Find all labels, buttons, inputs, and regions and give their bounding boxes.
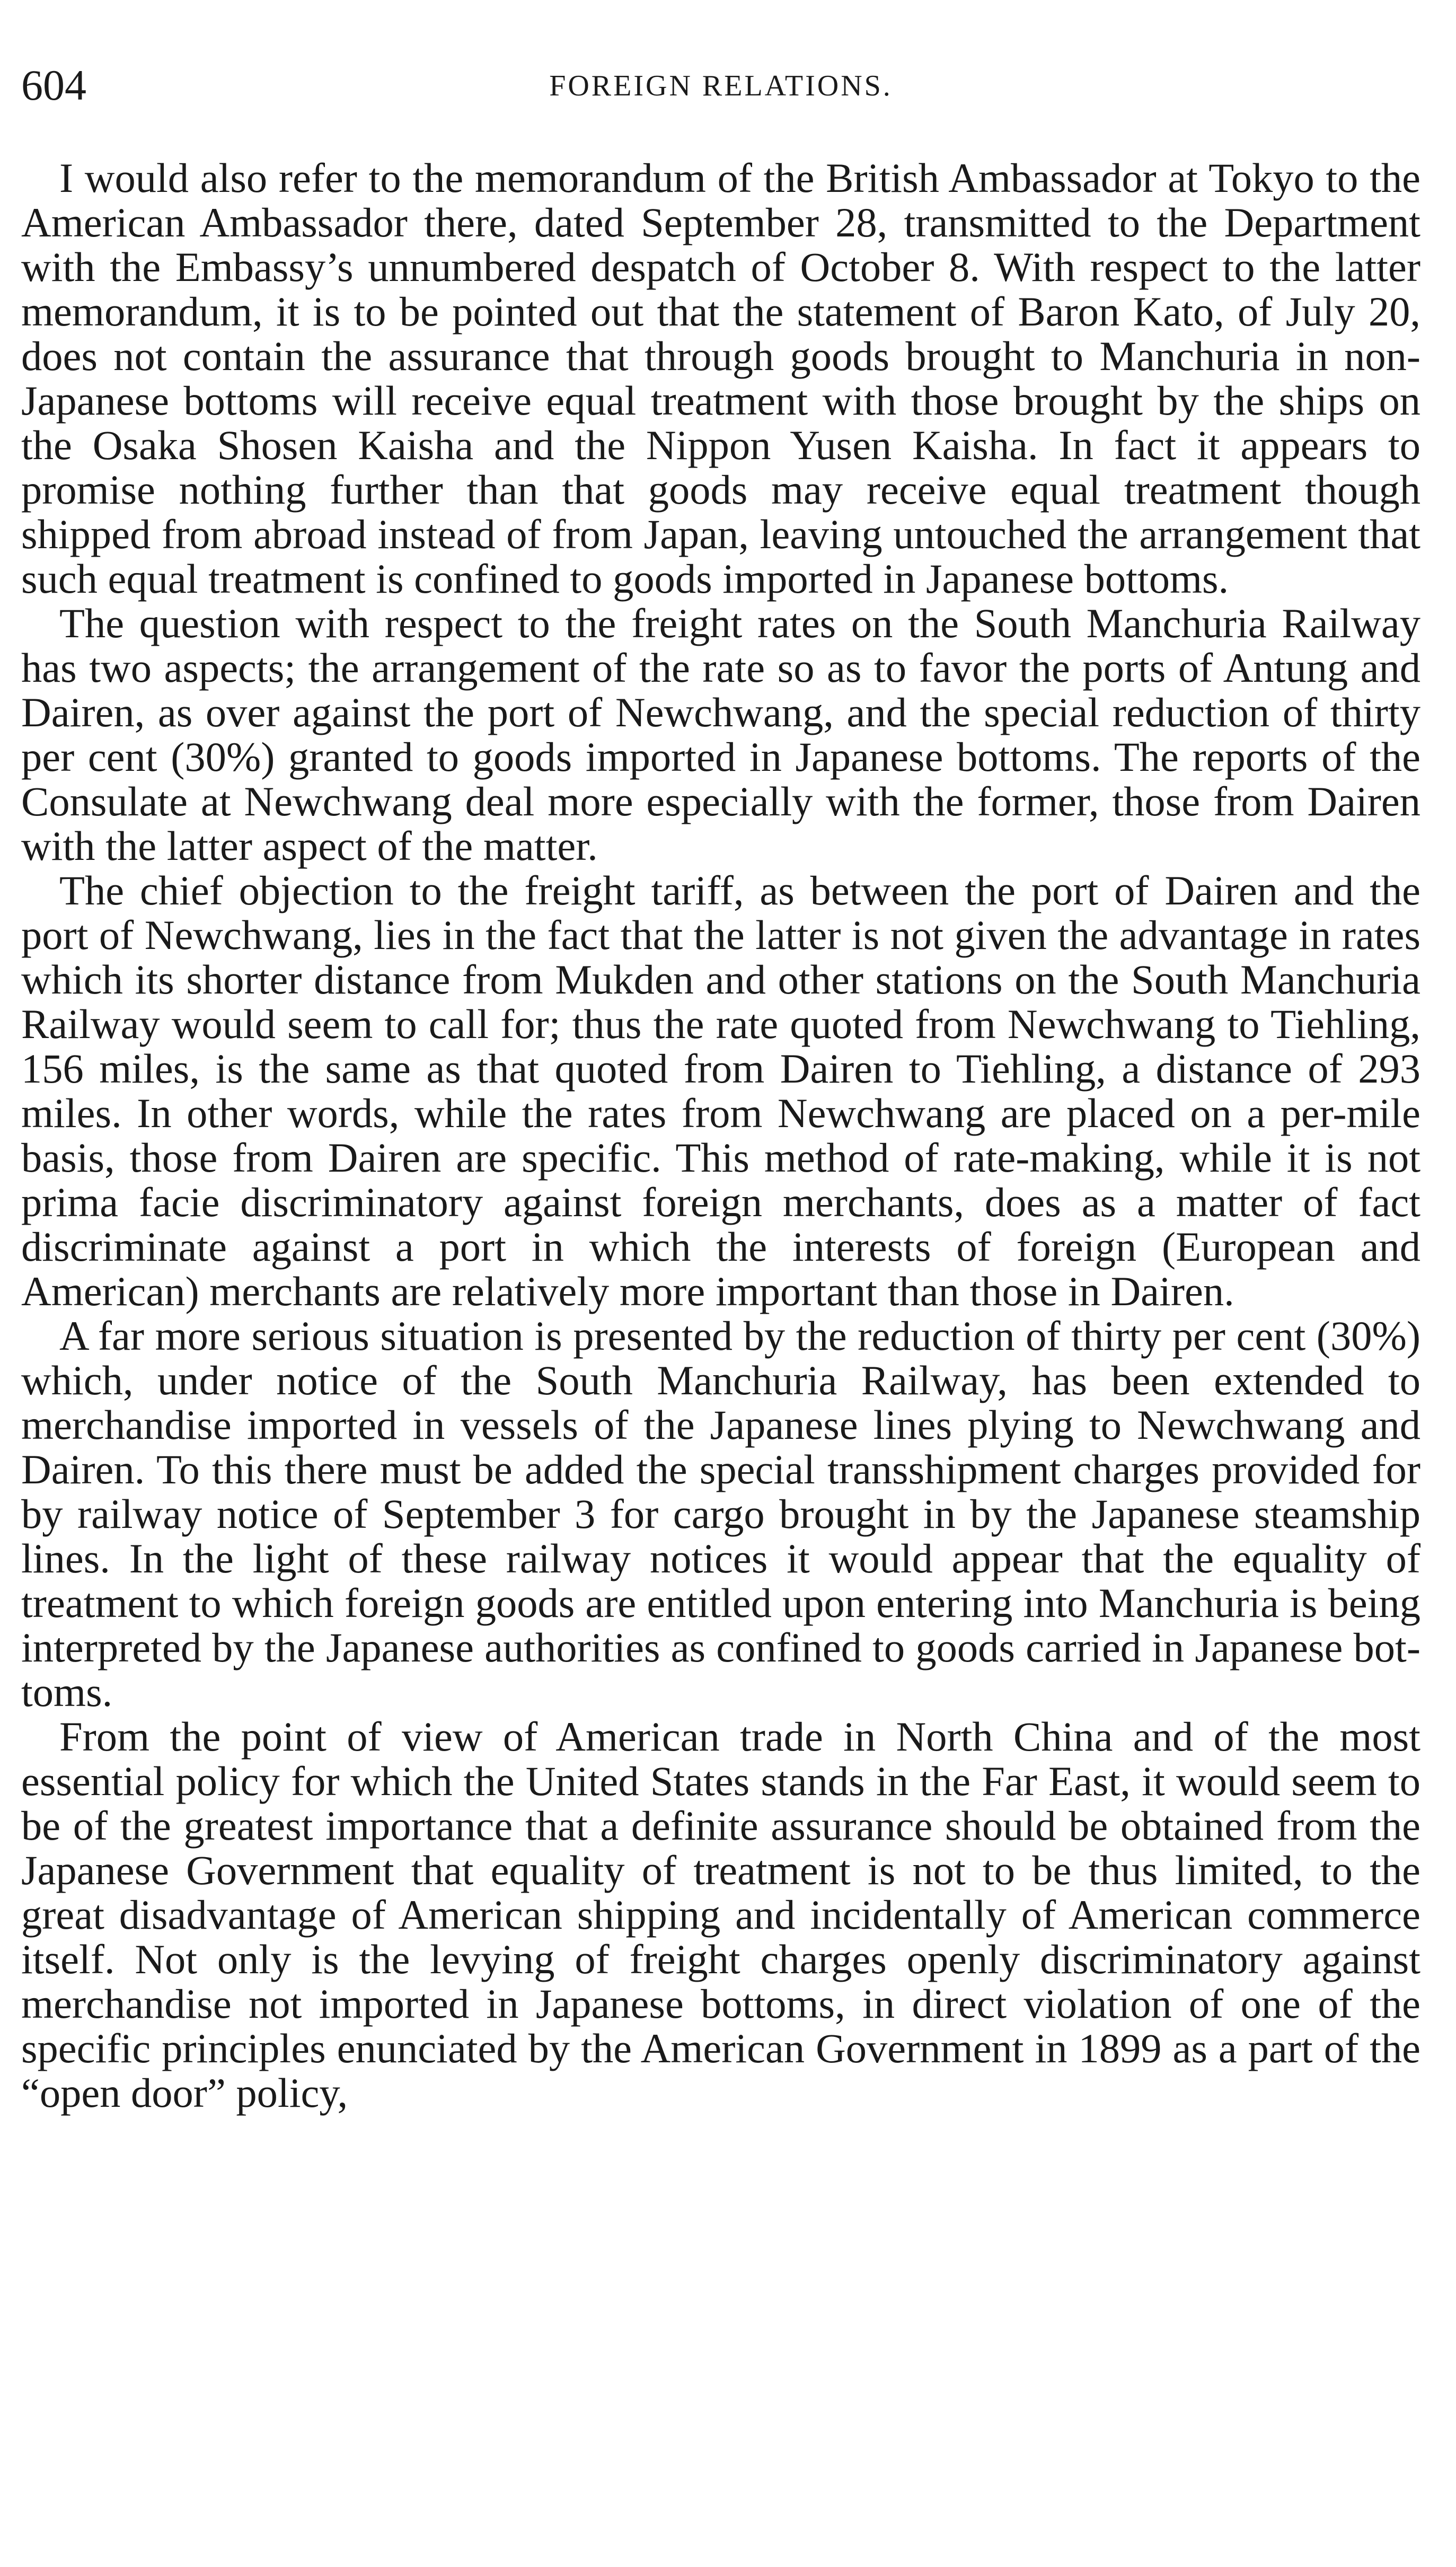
paragraph: A far more serious situation is presented by the reduction of thirty per cent (30%) which, under notice of the South Manchuria Railway, has been extended to merchandise imported in vessels of the Japanese lines plying to Newchwang and Dairen. To this there must be added the special transshipment charges provided for by railway notice of September 3 for cargo brought in by the Japanese steamship lines. In the light of these railway notices it would appear that the equality of treatment to which foreign goods are entitled upon entering into Manchuria is being interpreted by the Japanese authorities as confined to goods carried in Japanese bottoms. [21, 1313, 1420, 1715]
body-text [21, 156, 1420, 2115]
running-head: FOREIGN RELATIONS. [549, 69, 893, 102]
page-header [21, 61, 1420, 122]
paragraph: The question with respect to the freight rates on the South Manchuria Railway has two aspects; the arrangement of the rate so as to favor the ports of Antung and Dairen, as over against the port of Newchwang, and the special reduction of thirty per cent (30%) granted to goods imported in Japanese bottoms. The reports of the Consulate at Newchwang deal more especially with the former, those from Dairen with the latter aspect of the matter. [21, 600, 1420, 869]
paragraph: From the point of view of American trade in North China and of the most essential policy for which the United States stands in the Far East, it would seem to be of the greatest importance that a definite assurance should be obtained from the Japanese Government that equality of treatment is not to be thus limited, to the great disadvantage of American shipping and incidentally of American commerce itself. Not only is the levying of freight charges openly discriminatory against merchandise not imported in Japanese bottoms, in direct violation of one of the specific principles enunciated by the American Government in 1899 as a part of the “open door” policy, [21, 1713, 1420, 2116]
page-number: 604 [21, 61, 86, 109]
paragraph: The chief objection to the freight tariff, as between the port of Dairen and the port of Newchwang, lies in the fact that the latter is not given the advantage in rates which its shorter distance from Mukden and other stations on the South Manchuria Railway would seem to call for; thus the rate quoted from Newchwang to Tiehling, 156 miles, is the same as that quoted from Dairen to Tiehling, a distance of 293 miles. In other words, while the rates from Newchwang are placed on a per-mile basis, those from Dairen are specific. This method of rate-making, while it is not prima facie discriminatory against foreign merchants, does as a matter of fact discriminate against a port in which the interests of foreign (European and American) merchants are relatively more important than those in Dairen. [21, 867, 1420, 1314]
paragraph: I would also refer to the memorandum of the British Ambassador at Tokyo to the American Ambassador there, dated September 28, transmitted to the Department with the Embassy’s unnumbered despatch of October 8. With respect to the latter memorandum, it is to be pointed out that the statement of Baron Kato, of July 20, does not contain the assurance that through goods brought to Manchuria in non-Japanese bottoms will receive equal treatment with those brought by the ships on the Osaka Shosen Kaisha and the Nippon Yusen Kaisha. In fact it appears to promise nothing further than that goods may receive equal treatment though shipped from abroad instead of from Japan, leaving untouched the arrangement that such equal treatment is confined to goods imported in Japanese bottoms. [21, 155, 1420, 602]
document-page [21, 61, 1420, 2116]
